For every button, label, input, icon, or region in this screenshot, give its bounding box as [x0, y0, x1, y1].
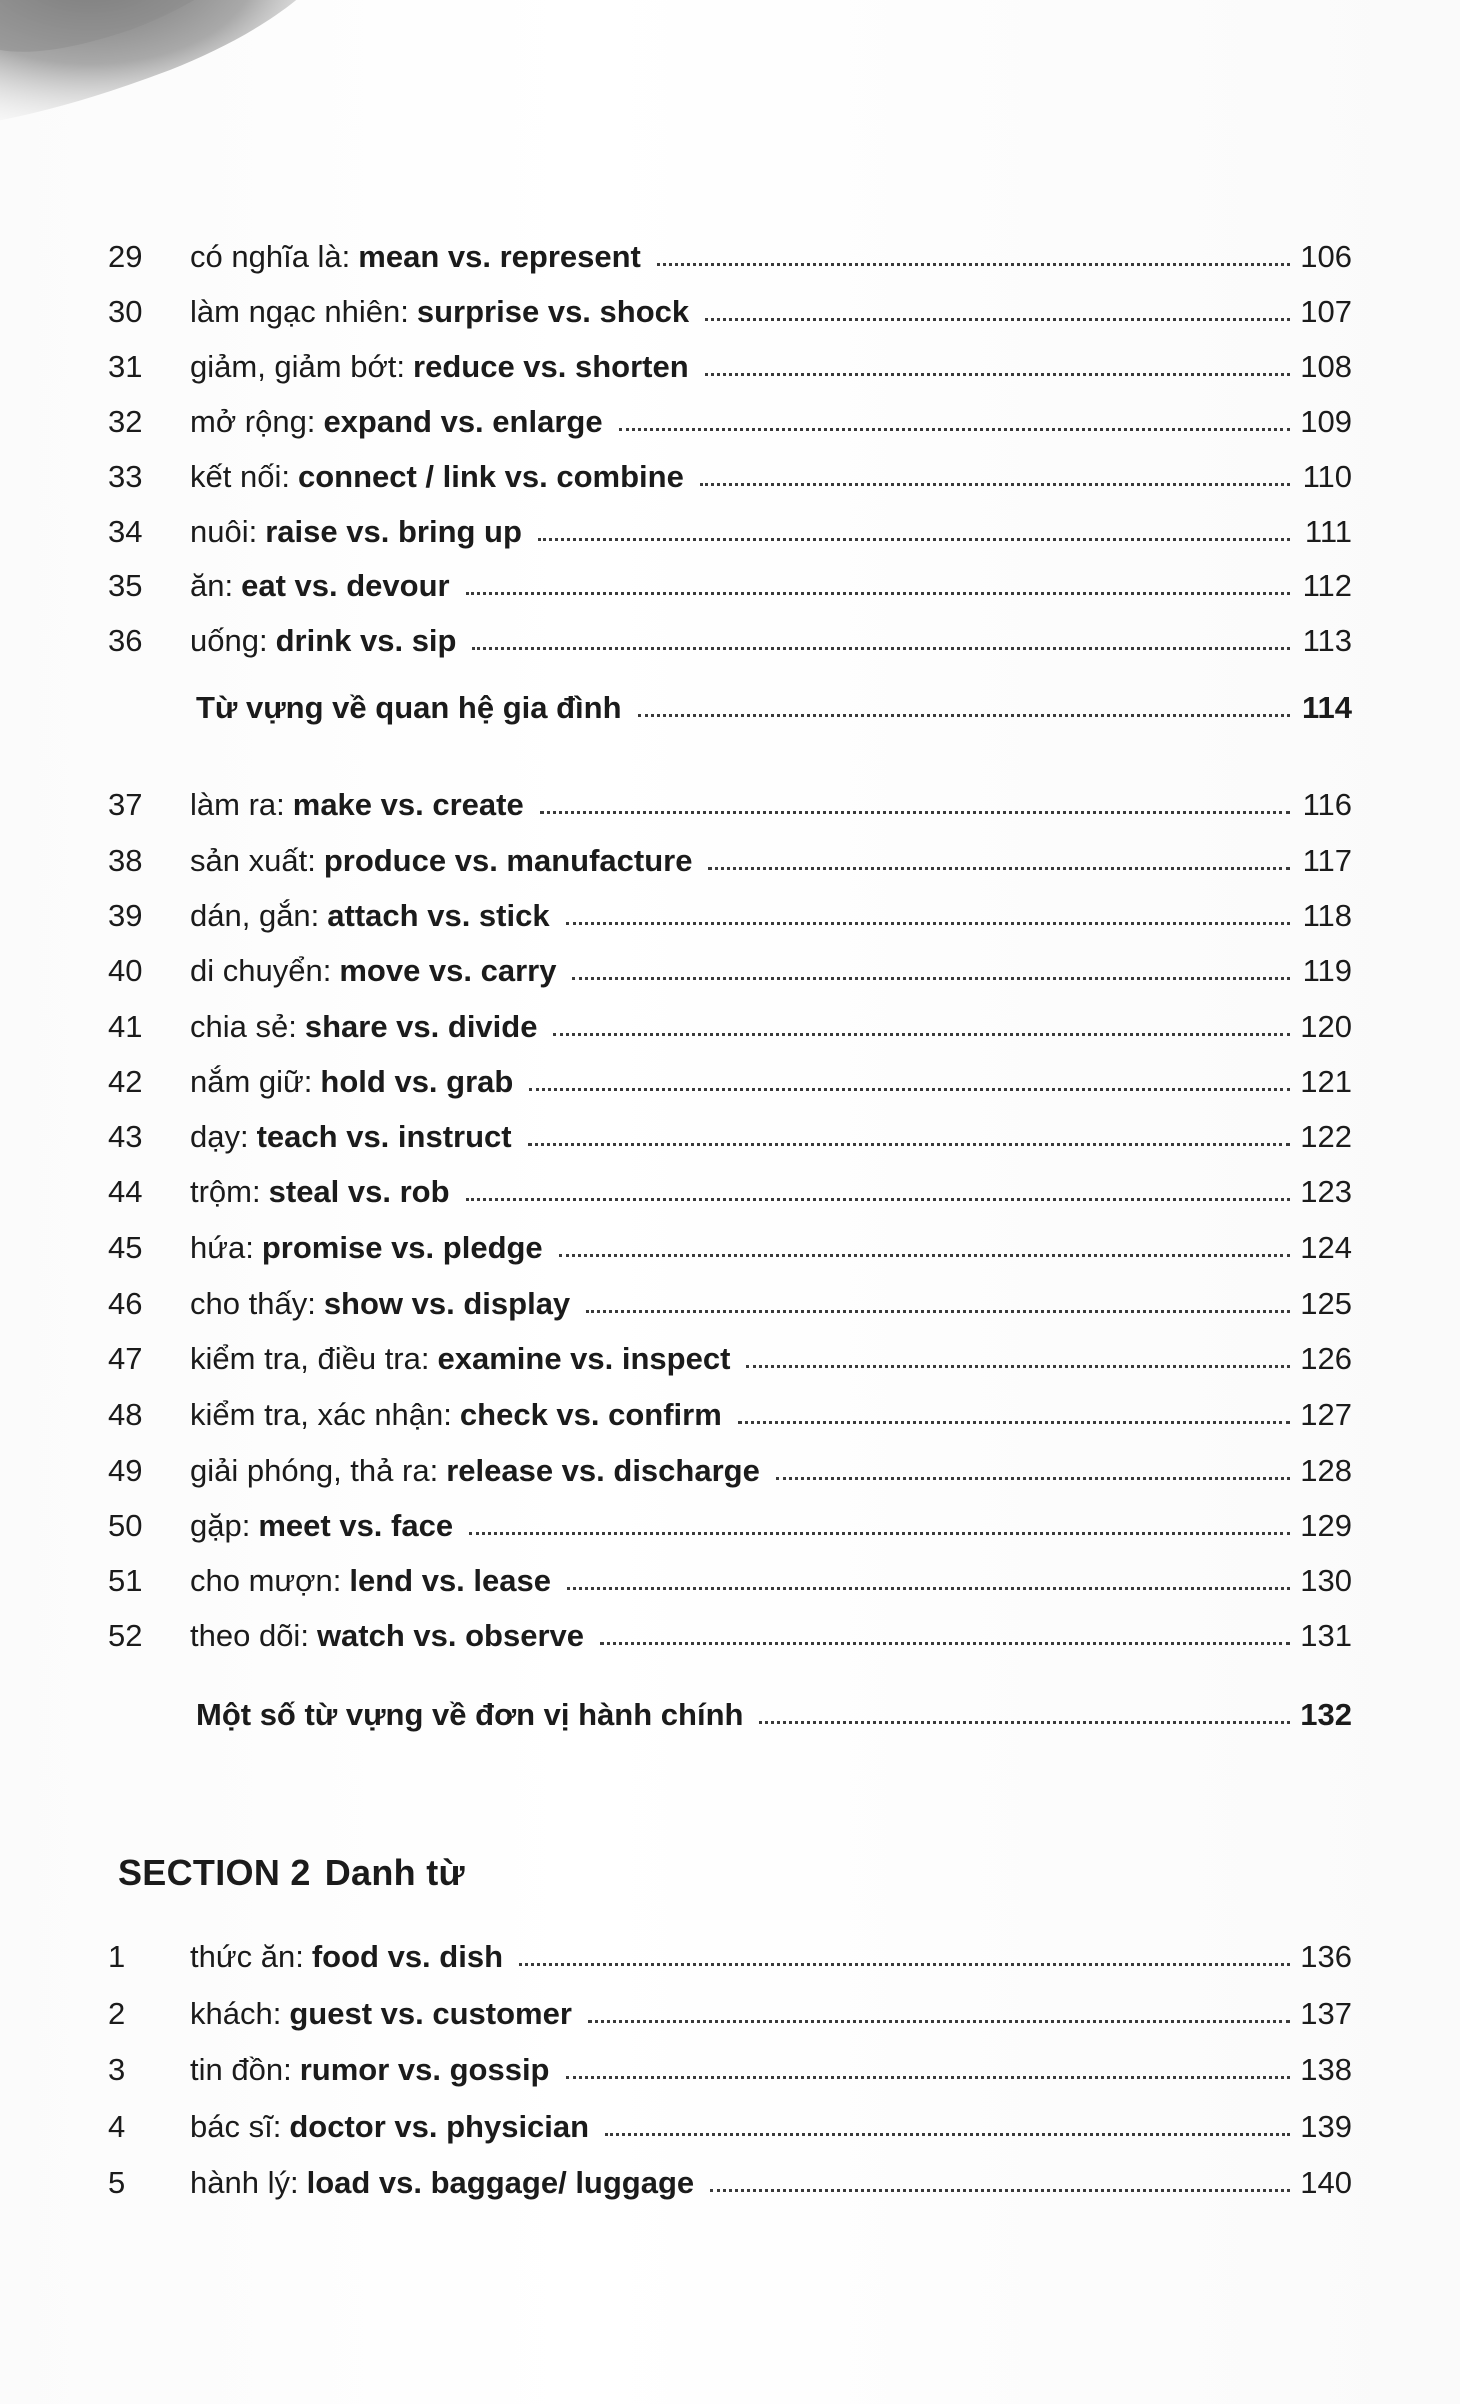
- entry-english: connect / link vs. combine: [297, 459, 684, 494]
- entry-number: 38: [108, 843, 143, 878]
- dot-leader: [710, 2189, 1290, 2192]
- toc-row[interactable]: [0, 1556, 1460, 1606]
- entry-vietnamese: cho thấy:: [190, 1286, 316, 1321]
- dot-leader: [776, 1477, 1290, 1480]
- toc-row[interactable]: [0, 397, 1460, 447]
- entry-title: [190, 1223, 553, 1273]
- entry-number: 43: [108, 1119, 143, 1154]
- toc-row[interactable]: [0, 1279, 1460, 1329]
- entry-english: eat vs. devour: [241, 568, 450, 603]
- page-number: 140: [1300, 2165, 1352, 2200]
- entry-title: [190, 1002, 547, 1052]
- toc-row[interactable]: [0, 561, 1460, 611]
- entry-vietnamese: kết nối:: [190, 459, 290, 494]
- page-number: 138: [1300, 2052, 1352, 2087]
- entry-title: Từ vựng về quan hệ gia đình: [196, 690, 622, 725]
- entry-title: [190, 2102, 599, 2152]
- page-number: 137: [1300, 1996, 1352, 2031]
- entry-title: [190, 1932, 513, 1982]
- entry-vietnamese: mở rộng:: [190, 404, 316, 439]
- entry-number: 40: [108, 953, 143, 988]
- page-number: 124: [1300, 1230, 1352, 1265]
- entry-number: 46: [108, 1286, 143, 1321]
- entry-vietnamese: kiểm tra, điều tra:: [190, 1341, 430, 1376]
- entry-number: 2: [108, 1996, 126, 2031]
- toc-row[interactable]: [0, 1167, 1460, 1217]
- dot-leader: [572, 977, 1290, 980]
- entry-vietnamese: bác sĩ:: [190, 2109, 282, 2144]
- dot-leader: [566, 922, 1290, 925]
- entry-number: 34: [108, 514, 143, 549]
- entry-number: 29: [108, 239, 143, 274]
- dot-leader: [746, 1365, 1290, 1368]
- entry-number: 51: [108, 1563, 143, 1598]
- dot-leader: [529, 1088, 1290, 1091]
- entry-english: lend vs. lease: [349, 1563, 551, 1598]
- entry-vietnamese: dán, gắn:: [190, 898, 320, 933]
- toc-row[interactable]: [0, 1501, 1460, 1551]
- entry-number: 44: [108, 1174, 143, 1209]
- entry-title: [190, 780, 534, 830]
- toc-row[interactable]: [0, 780, 1460, 830]
- entry-title: [190, 1334, 740, 1384]
- toc-row[interactable]: [0, 2045, 1460, 2095]
- toc-row[interactable]: [0, 1611, 1460, 1661]
- entry-vietnamese: nuôi:: [190, 514, 258, 549]
- entry-number: 33: [108, 459, 143, 494]
- entry-vietnamese: giảm, giảm bớt:: [190, 349, 406, 384]
- page-number: 122: [1300, 1119, 1352, 1154]
- dot-leader: [567, 1587, 1290, 1590]
- entry-english: drink vs. sip: [275, 623, 457, 658]
- entry-vietnamese: hứa:: [190, 1230, 254, 1265]
- entry-vietnamese: cho mượn:: [190, 1563, 342, 1598]
- entry-number: 47: [108, 1341, 143, 1376]
- entry-english: move vs. carry: [339, 953, 557, 988]
- entry-number: 52: [108, 1618, 143, 1653]
- entry-vietnamese: hành lý:: [190, 2165, 299, 2200]
- entry-vietnamese: chia sẻ:: [190, 1009, 297, 1044]
- dot-leader: [466, 1198, 1290, 1201]
- entry-title: [190, 1279, 580, 1329]
- entry-number: 37: [108, 787, 143, 822]
- section-label: Danh từ: [324, 1852, 465, 1893]
- dot-leader: [586, 1310, 1290, 1313]
- dot-leader: [600, 1642, 1290, 1645]
- entry-title: [190, 1989, 582, 2039]
- page-number: 130: [1300, 1563, 1352, 1598]
- toc-row[interactable]: [0, 1446, 1460, 1496]
- toc-row[interactable]: [0, 1002, 1460, 1052]
- page-number: 107: [1300, 294, 1352, 329]
- dot-leader: [588, 2020, 1290, 2023]
- entry-title: [190, 1057, 523, 1107]
- entry-number: 42: [108, 1064, 143, 1099]
- entry-vietnamese: làm ngạc nhiên:: [190, 294, 409, 329]
- page-number: 128: [1300, 1453, 1352, 1488]
- entry-title: [190, 946, 566, 996]
- entry-number: 48: [108, 1397, 143, 1432]
- entry-title: [190, 2045, 560, 2095]
- entry-english: raise vs. bring up: [265, 514, 522, 549]
- page-number: 125: [1300, 1286, 1352, 1321]
- entry-english: hold vs. grab: [320, 1064, 514, 1099]
- toc-row[interactable]: [0, 507, 1460, 557]
- toc-row[interactable]: [0, 1223, 1460, 1273]
- page-number: 118: [1302, 898, 1352, 933]
- entry-vietnamese: dạy:: [190, 1119, 249, 1154]
- entry-english: expand vs. enlarge: [323, 404, 603, 439]
- entry-number: 1: [108, 1939, 126, 1974]
- toc-row[interactable]: [0, 232, 1460, 282]
- page-number: 132: [1300, 1697, 1352, 1732]
- entry-english: promise vs. pledge: [261, 1230, 543, 1265]
- dot-leader: [759, 1721, 1290, 1724]
- toc-row[interactable]: [0, 1390, 1460, 1440]
- page-number: 126: [1300, 1341, 1352, 1376]
- toc-row[interactable]: [0, 836, 1460, 886]
- entry-title: [190, 1112, 522, 1162]
- entry-vietnamese: sản xuất:: [190, 843, 316, 878]
- entry-vietnamese: theo dõi:: [190, 1618, 309, 1653]
- toc-row[interactable]: [0, 946, 1460, 996]
- page-number: 109: [1300, 404, 1352, 439]
- page-number: 139: [1300, 2109, 1352, 2144]
- entry-title: [190, 1390, 732, 1440]
- page-number: 111: [1304, 514, 1352, 549]
- entry-title: [190, 561, 460, 611]
- entry-vietnamese: di chuyển:: [190, 953, 332, 988]
- entry-title: [190, 1446, 770, 1496]
- entry-number: 41: [108, 1009, 143, 1044]
- entry-english: watch vs. observe: [316, 1618, 585, 1653]
- page-number: 120: [1300, 1009, 1352, 1044]
- dot-leader: [705, 318, 1290, 321]
- entry-english: share vs. divide: [304, 1009, 538, 1044]
- entry-english: guest vs. customer: [289, 1996, 572, 2031]
- dot-leader: [466, 592, 1290, 595]
- entry-english: teach vs. instruct: [256, 1119, 512, 1154]
- page-number: 127: [1300, 1397, 1352, 1432]
- toc-row[interactable]: [0, 452, 1460, 502]
- entry-vietnamese: thức ăn:: [190, 1939, 304, 1974]
- entry-title: [190, 1556, 561, 1606]
- dot-leader: [566, 2076, 1290, 2079]
- entry-vietnamese: có nghĩa là:: [190, 239, 351, 274]
- page-number: 129: [1300, 1508, 1352, 1543]
- toc-row[interactable]: [0, 1989, 1460, 2039]
- entry-vietnamese: kiểm tra, xác nhận:: [190, 1397, 452, 1432]
- entry-title: Một số từ vựng về đơn vị hành chính: [196, 1697, 744, 1732]
- entry-number: 5: [108, 2165, 126, 2200]
- page-number: 114: [1301, 690, 1352, 725]
- dot-leader: [540, 811, 1290, 814]
- toc-row[interactable]: [0, 342, 1460, 392]
- entry-english: make vs. create: [292, 787, 524, 822]
- section-heading: [118, 1852, 465, 1894]
- page-number: 117: [1302, 843, 1352, 878]
- entry-english: reduce vs. shorten: [413, 349, 689, 384]
- entry-english: examine vs. inspect: [437, 1341, 731, 1376]
- dot-leader: [605, 2133, 1290, 2136]
- entry-number: 50: [108, 1508, 143, 1543]
- entry-vietnamese: làm ra:: [190, 787, 285, 822]
- entry-number: 35: [108, 568, 143, 603]
- entry-english: surprise vs. shock: [416, 294, 690, 329]
- page-curl-shadow: [0, 0, 460, 200]
- entry-english: meet vs. face: [258, 1508, 454, 1543]
- entry-english: load vs. baggage/ luggage: [306, 2165, 695, 2200]
- dot-leader: [638, 714, 1290, 717]
- page-number: 113: [1302, 623, 1352, 658]
- toc-row[interactable]: [0, 1112, 1460, 1162]
- toc-row[interactable]: [0, 287, 1460, 337]
- dot-leader: [619, 428, 1290, 431]
- entry-vietnamese: gặp:: [190, 1508, 251, 1543]
- entry-english: release vs. discharge: [446, 1453, 760, 1488]
- toc-row[interactable]: [0, 1057, 1460, 1107]
- entry-number: 45: [108, 1230, 143, 1265]
- entry-title: [190, 1501, 463, 1551]
- page-number: 136: [1300, 1939, 1352, 1974]
- entry-english: rumor vs. gossip: [299, 2052, 550, 2087]
- dot-leader: [538, 538, 1290, 541]
- entry-english: check vs. confirm: [459, 1397, 722, 1432]
- entry-number: 3: [108, 2052, 126, 2087]
- entry-title: [190, 232, 651, 282]
- toc-row[interactable]: [0, 616, 1460, 666]
- entry-vietnamese: uống:: [190, 623, 268, 658]
- page-number: 112: [1302, 568, 1352, 603]
- toc-row[interactable]: [0, 2158, 1460, 2208]
- entry-english: mean vs. represent: [358, 239, 641, 274]
- entry-title: [190, 397, 613, 447]
- entry-english: doctor vs. physician: [289, 2109, 590, 2144]
- entry-title: [190, 616, 466, 666]
- entry-english: attach vs. stick: [327, 898, 550, 933]
- entry-vietnamese: khách:: [190, 1996, 282, 2031]
- dot-leader: [472, 647, 1290, 650]
- page-number: 110: [1302, 459, 1352, 494]
- entry-number: 30: [108, 294, 143, 329]
- toc-row[interactable]: [0, 2102, 1460, 2152]
- section-prefix: SECTION 2: [118, 1852, 311, 1893]
- page-number: 116: [1302, 787, 1352, 822]
- entry-number: 4: [108, 2109, 126, 2144]
- toc-row[interactable]: [0, 1932, 1460, 1982]
- entry-english: steal vs. rob: [268, 1174, 450, 1209]
- dot-leader: [700, 483, 1290, 486]
- entry-vietnamese: giải phóng, thả ra:: [190, 1453, 439, 1488]
- entry-title: [190, 287, 699, 337]
- entry-vietnamese: tin đồn:: [190, 2052, 292, 2087]
- entry-english: food vs. dish: [311, 1939, 504, 1974]
- dot-leader: [528, 1143, 1290, 1146]
- dot-leader: [705, 373, 1290, 376]
- dot-leader: [553, 1033, 1290, 1036]
- entry-english: show vs. display: [323, 1286, 571, 1321]
- entry-vietnamese: ăn:: [190, 568, 234, 603]
- entry-title: [190, 1611, 594, 1661]
- entry-number: 36: [108, 623, 143, 658]
- dot-leader: [657, 263, 1290, 266]
- toc-row[interactable]: [0, 1334, 1460, 1384]
- entry-number: 49: [108, 1453, 143, 1488]
- entry-title: [190, 342, 699, 392]
- entry-title: [190, 452, 694, 502]
- page-number: 131: [1300, 1618, 1352, 1653]
- dot-leader: [559, 1254, 1290, 1257]
- entry-vietnamese: nắm giữ:: [190, 1064, 313, 1099]
- dot-leader: [469, 1532, 1290, 1535]
- entry-english: produce vs. manufacture: [323, 843, 693, 878]
- toc-special-row[interactable]: [0, 1690, 1460, 1740]
- entry-title: [190, 891, 560, 941]
- page-number: 121: [1300, 1064, 1352, 1099]
- dot-leader: [708, 867, 1290, 870]
- dot-leader: [519, 1963, 1290, 1966]
- toc-special-row[interactable]: [0, 683, 1460, 733]
- entry-number: 39: [108, 898, 143, 933]
- page-number: 119: [1302, 953, 1352, 988]
- entry-number: 32: [108, 404, 143, 439]
- entry-title: [190, 2158, 704, 2208]
- page-number: 123: [1300, 1174, 1352, 1209]
- entry-title: [190, 1167, 460, 1217]
- page-number: 106: [1300, 239, 1352, 274]
- entry-number: 31: [108, 349, 143, 384]
- entry-vietnamese: trộm:: [190, 1174, 261, 1209]
- dot-leader: [738, 1421, 1290, 1424]
- entry-title: [190, 836, 702, 886]
- toc-row[interactable]: [0, 891, 1460, 941]
- entry-title: [190, 507, 532, 557]
- page-number: 108: [1300, 349, 1352, 384]
